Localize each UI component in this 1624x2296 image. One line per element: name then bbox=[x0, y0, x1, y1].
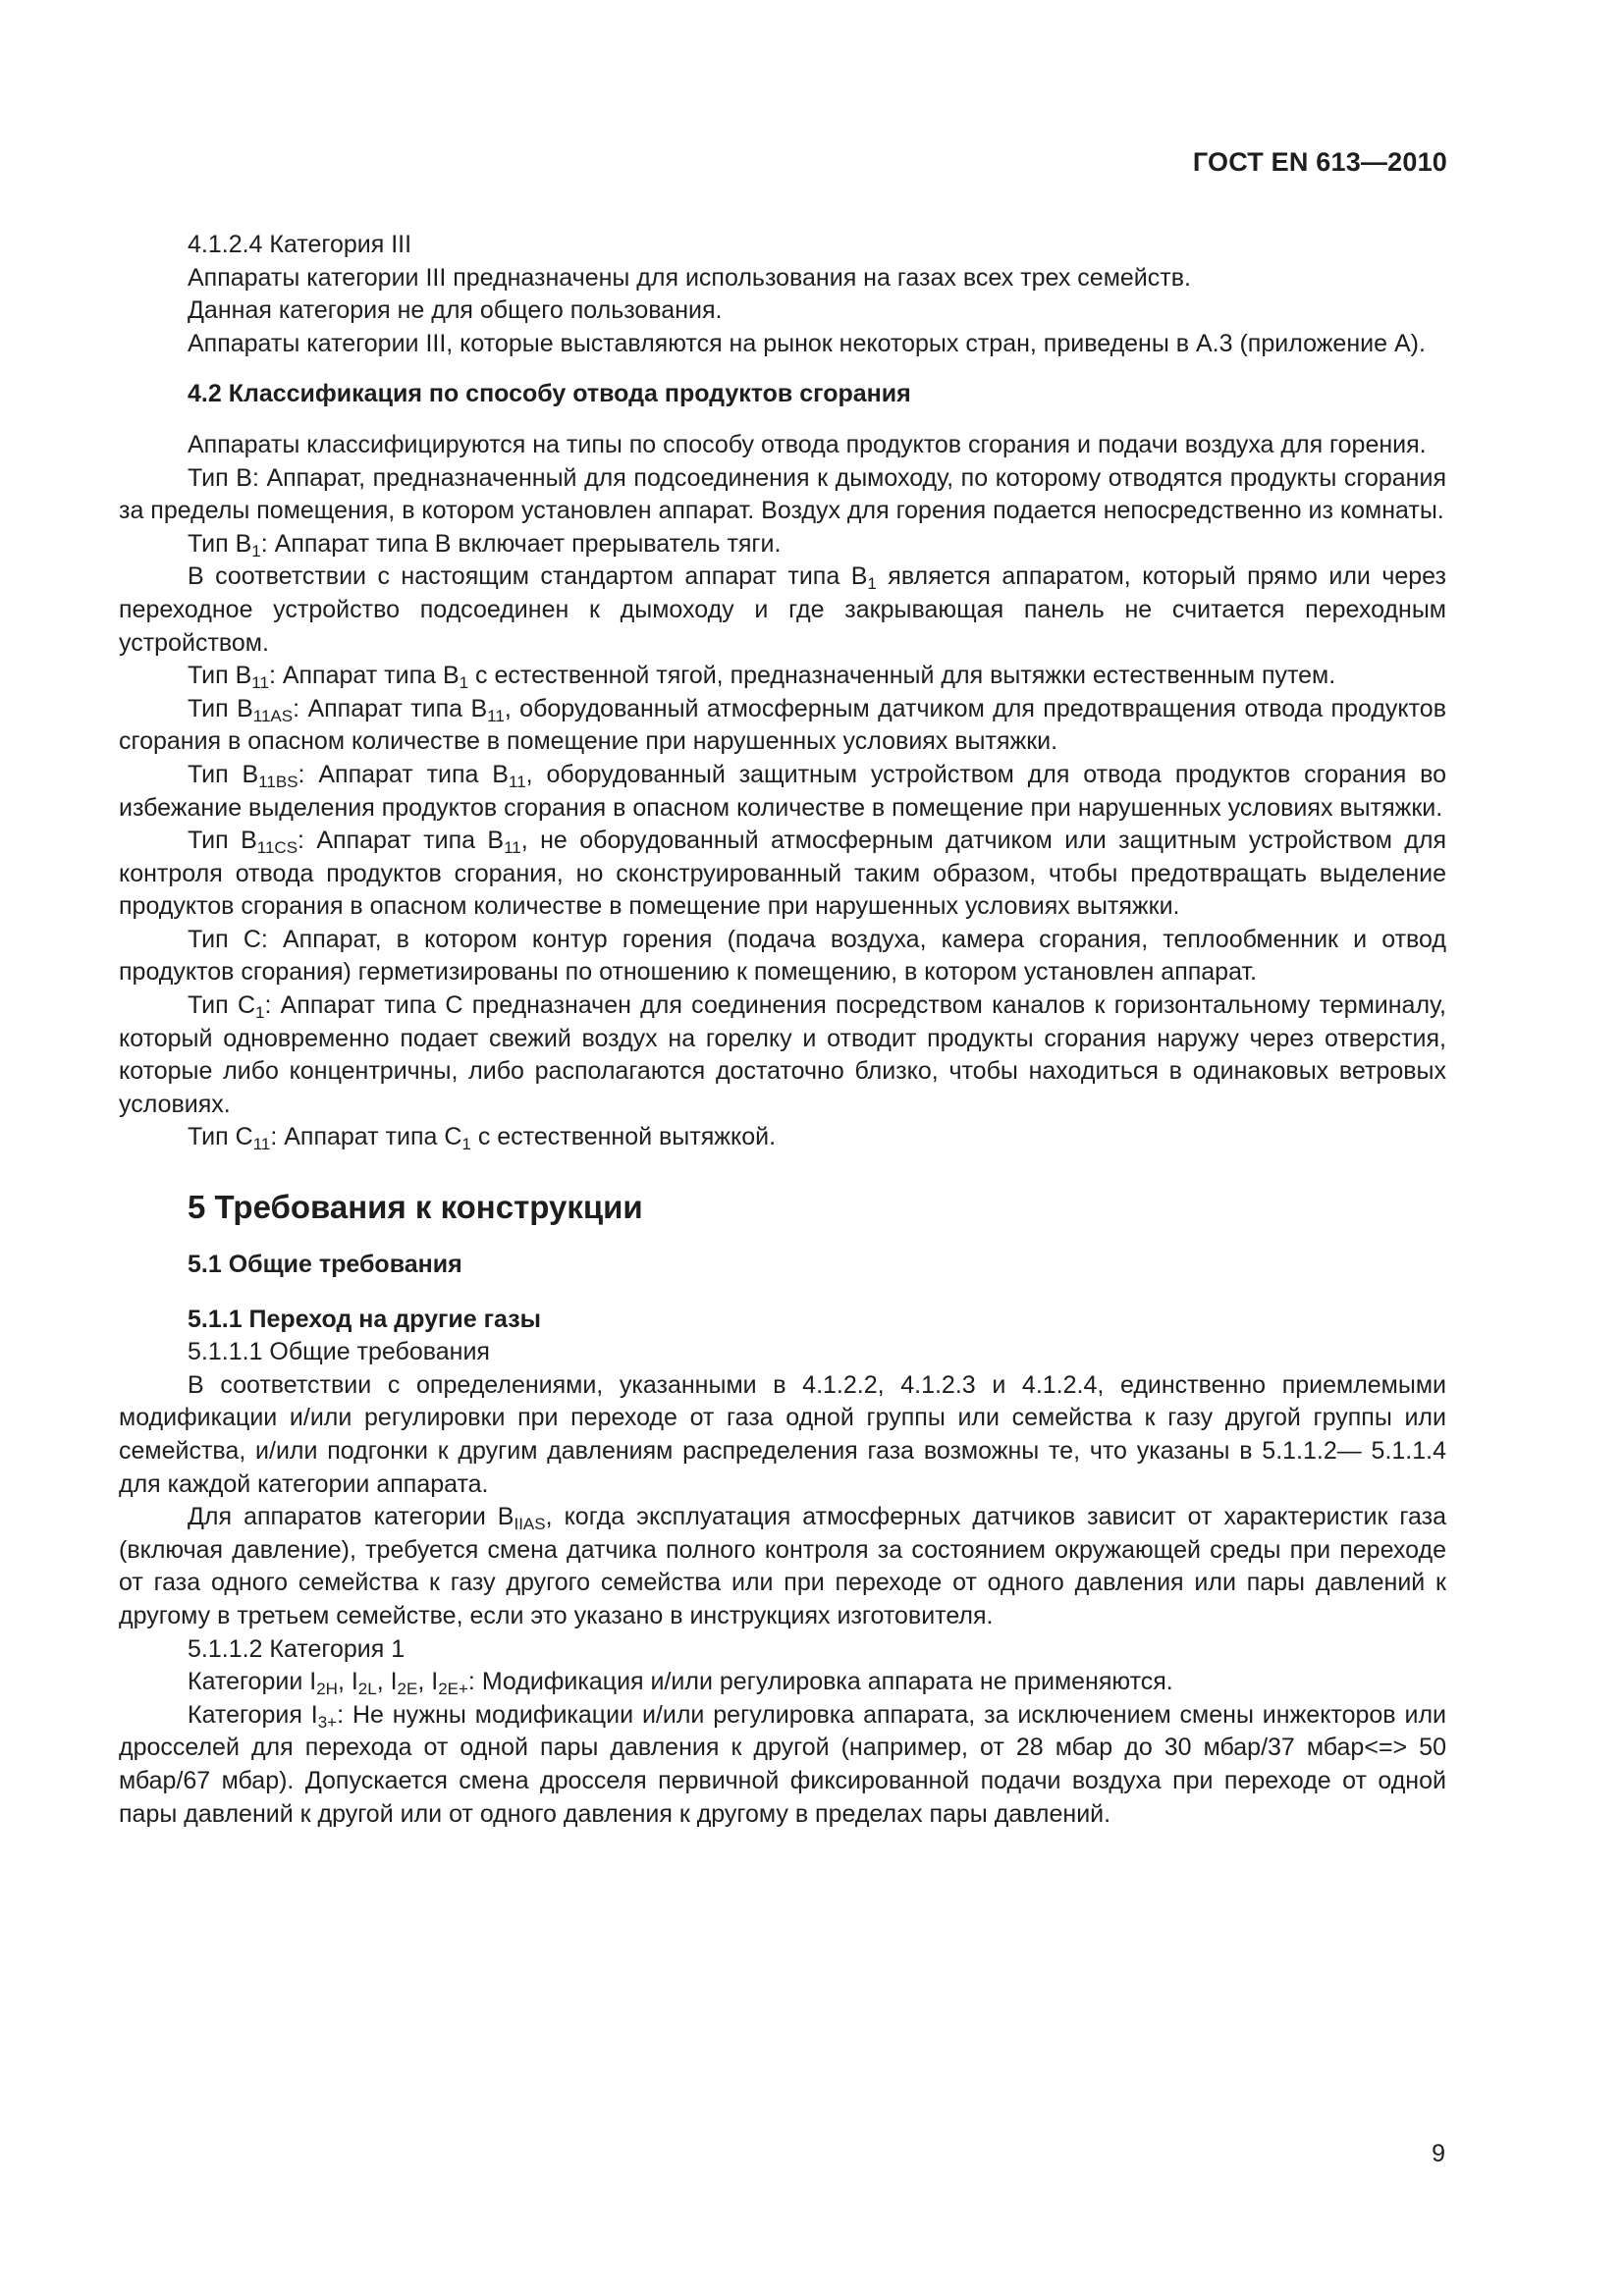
section-5-1-1-2-title: 5.1.1.2 Категория 1 bbox=[188, 1634, 406, 1663]
paragraph-type-c11: Тип $С_{11}$: Аппарат типа $С_1$ с естественной вытяжкой. bbox=[188, 1123, 777, 1154]
paragraph-type-b11bs: Тип $В_{11BS}$: Аппарат типа $В_{11}$, оборудованный защитным устройством для отвода продуктов сгорания во избежание выделения продуктов сгорания в опасном количестве в помещение при нарушенных условиях вытяжки. bbox=[119, 760, 1447, 822]
paragraph-category-1: Категории $I_{2H}$, $I_{2L}$, $I_{2E}$, $I_{2E+}$: Модификация и/или регулировка аппарата не применяются. bbox=[188, 1668, 1173, 1699]
paragraph: В соответствии с определениями, указанными в 4.1.2.2, 4.1.2.3 и 4.1.2.4, единственно приемлемыми модификации и/или регулировки при переходе от газа одной группы или семейства к газу другой группы или семейства, и/или подгонки к другим давлениям распределения газа возможны те, что указаны в 5.1.1.2— 5.1.1.4 для каждой категории аппарата. bbox=[119, 1370, 1446, 1498]
paragraph: Данная категория не для общего пользования. bbox=[188, 296, 723, 325]
paragraph-type-c: Тип С: Аппарат, в котором контур горения (подача воздуха, камера сгорания, теплообменник и отвод продуктов сгорания) герметизированы по отношению к помещению, в котором установлен аппарат. bbox=[119, 925, 1446, 987]
section-4-2-heading: 4.2 Классификация по способу отвода продуктов сгорания bbox=[188, 380, 911, 408]
page-content bbox=[119, 229, 1446, 1831]
section-5-1-1-heading: 5.1.1 Переход на другие газы bbox=[188, 1305, 541, 1333]
section-4-1-2-4-title: 4.1.2.4 Категория III bbox=[188, 231, 412, 258]
paragraph: Аппараты категории III предназначены для использования на газах всех трех семейств. bbox=[188, 263, 1191, 292]
document-header: ГОСТ EN 613—2010 bbox=[1192, 147, 1447, 177]
section-5-heading: 5 Требования к конструкции bbox=[188, 1189, 643, 1226]
paragraph-type-b11cs: Тип $В_{11CS}$: Аппарат типа $В_{11}$, не оборудованный атмосферным датчиком или защитным устройством для контроля отвода продуктов сгорания, но сконструированный таким образом, чтобы предотвращать выделение продуктов сгорания в опасном количестве в помещение при нарушенных условиях вытяжки. bbox=[119, 827, 1446, 921]
paragraph-category-3plus: Категория $I_{3+}$: Не нужны модификации и/или регулировка аппарата, за исключением смены инжекторов или дросселей для перехода от одной пары давления к другой (например, от 28 мбар до 30 мбар/37 мбар<=> 50 мбар/67 мбар). Допускается смена дросселя первичной фиксированной подачи воздуха при переходе от одной пары давлений к другой или от одного давления к другому в пределах пары давлений. bbox=[119, 1700, 1446, 1828]
paragraph: Аппараты категории III, которые выставляются на рынок некоторых стран, приведены в А.3 (приложение А). bbox=[188, 329, 1426, 357]
paragraph: Аппараты классифицируются на типы по способу отвода продуктов сгорания и подачи воздуха для горения. bbox=[188, 430, 1427, 458]
paragraph-type-b: Тип В: Аппарат, предназначенный для подсоединения к дымоходу, по которому отводятся продукты сгорания за пределы помещения, в котором установлен аппарат. Воздух для горения подается непосредственно из комнаты. bbox=[119, 463, 1446, 525]
paragraph-type-b1-standard: В соответствии с настоящим стандартом аппарат типа $В_1$ является аппаратом, который прямо или через переходное устройство подсоединен к дымоходу и где закрывающая панель не считается переходным устройством. bbox=[119, 562, 1446, 657]
page-number: 9 bbox=[1432, 2140, 1445, 2167]
paragraph-type-b11: Тип $В_{11}$: Аппарат типа $В_1$ с естественной тягой, предназначенный для вытяжки естественным путем. bbox=[188, 662, 1336, 693]
section-5-1-heading: 5.1 Общие требования bbox=[188, 1251, 462, 1279]
paragraph-category-b-iias: Для аппаратов категории $В_{IIAS}$, когда эксплуатация атмосферных датчиков зависит от характеристик газа (включая давление), требуется смена датчика полного контроля за состоянием окружающей среды при переходе от газа одного семейства к газу другого семейства или при переходе от одного давления или пары давлений к другому в третьем семействе, если это указано в инструкциях изготовителя. bbox=[119, 1503, 1446, 1629]
section-5-1-1-1-title: 5.1.1.1 Общие требования bbox=[188, 1338, 490, 1366]
paragraph-type-b1: Тип $В_1$: Аппарат типа В включает прерыватель тяги. bbox=[188, 529, 782, 561]
paragraph-type-b11as: Тип $В_{11AS}$: Аппарат типа $В_{11}$, оборудованный атмосферным датчиком для предотвращения отвода продуктов сгорания в опасном количестве в помещение при нарушенных условиях вытяжки. bbox=[119, 694, 1446, 756]
paragraph-type-c1: Тип $С_1$: Аппарат типа С предназначен для соединения посредством каналов к горизонтальному терминалу, который одновременно подает свежий воздух на горелку и отводит продукты сгорания наружу через отверстия, которые либо концентричны, либо располагаются достаточно близко, чтобы находиться в одинаковых ветровых условиях. bbox=[119, 991, 1446, 1118]
